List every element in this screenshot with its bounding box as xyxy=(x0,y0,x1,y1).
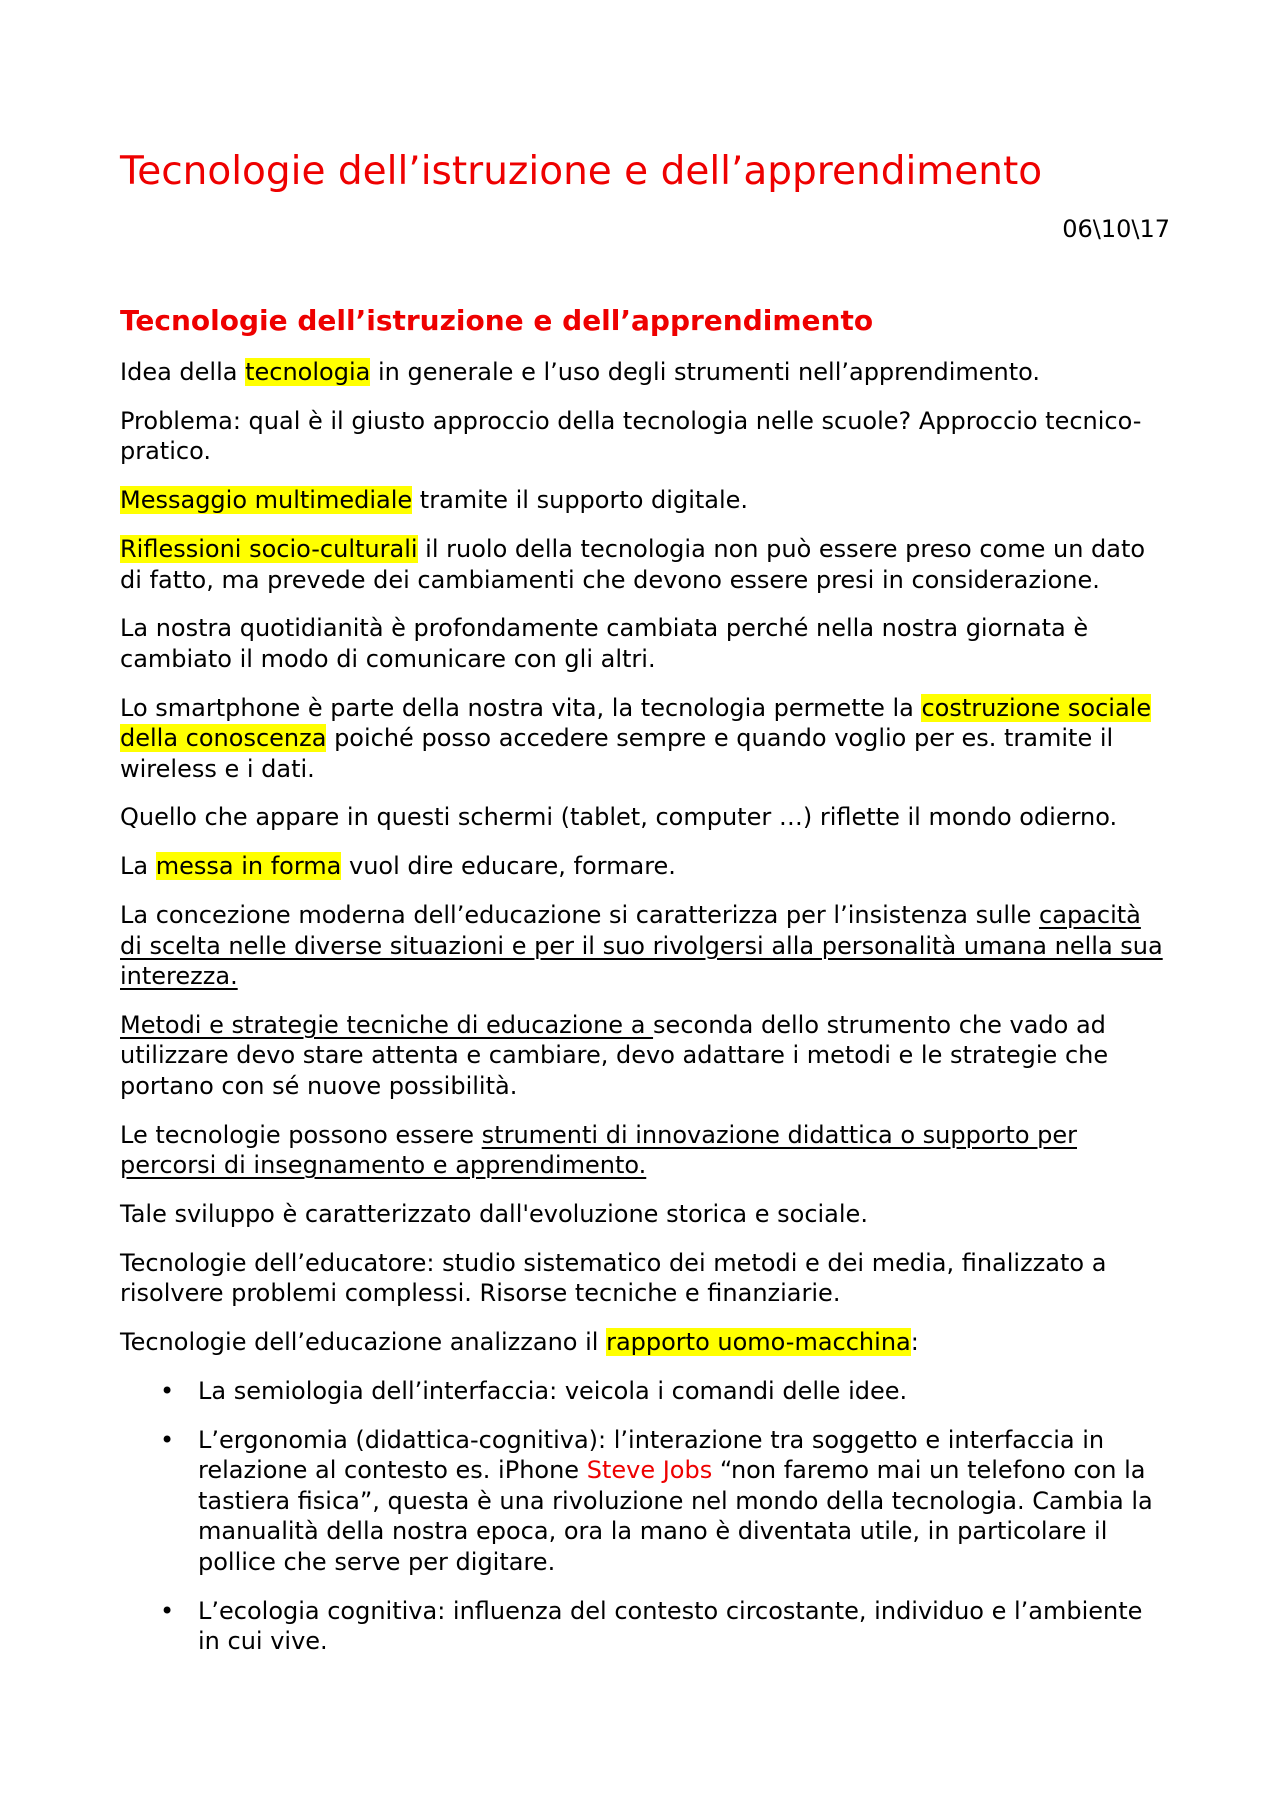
paragraph-12: Tale sviluppo è caratterizzato dall'evoluzione storica e sociale. xyxy=(120,1200,868,1229)
document-date: 06\10\17 xyxy=(1062,215,1170,243)
paragraph-1 xyxy=(120,357,1170,387)
highlight-tecnologia: tecnologia xyxy=(245,358,371,386)
list-item-text: L’ergonomia (didattica-cognitiva): l’interazione tra soggetto e interfaccia in relazione al contesto es. iPhone xyxy=(198,1426,1105,1485)
text-run: vuol dire educare, formare. xyxy=(341,852,676,881)
document-title: Tecnologie dell’istruzione e dell’apprendimento xyxy=(120,149,1043,194)
paragraph-9 xyxy=(120,900,1170,991)
bullet-list xyxy=(120,1376,1170,1656)
text-run: poiché posso accedere sempre e quando voglio per es. tramite il wireless e i dati. xyxy=(120,724,1114,783)
list-item-text: L’ecologia cognitiva: influenza del contesto circostante, individuo e l’ambiente in cui vive. xyxy=(198,1596,1143,1655)
paragraph-10 xyxy=(120,1010,1170,1101)
text-run: seconda dello strumento che vado ad utilizzare devo stare attenta e cambiare, devo adattare i metodi e le strategie che portano con sé nuove possibilità. xyxy=(120,1011,1109,1100)
paragraph-2: Problema: qual è il giusto approccio della tecnologia nelle scuole? Approccio tecnico-pratico. xyxy=(120,406,1142,466)
list-item xyxy=(120,1596,1170,1657)
paragraph-4 xyxy=(120,534,1170,595)
paragraph-11 xyxy=(120,1120,1170,1181)
bullet-icon: • xyxy=(160,1426,175,1455)
paragraph-6 xyxy=(120,693,1170,784)
text-run: Tecnologie dell’educazione analizzano il xyxy=(120,1328,607,1357)
text-run: tramite il supporto digitale. xyxy=(412,486,749,515)
text-run: La concezione moderna dell’educazione si caratterizza per l’insistenza sulle xyxy=(120,901,1040,930)
highlight-messa-in-forma: messa in forma xyxy=(155,852,342,881)
paragraph-13: Tecnologie dell’educatore: studio sistematico dei metodi e dei media, finalizzato a risolvere problemi complessi. Risorse tecniche e finanziarie. xyxy=(120,1248,1107,1308)
highlight-costruzione-sociale: costruzione sociale xyxy=(921,693,1152,722)
paragraph-8 xyxy=(120,851,1170,881)
paragraph-5: La nostra quotidianità è profondamente cambiata perché nella nostra giornata è cambiato il modo di comunicare con gli altri. xyxy=(120,614,1089,673)
text-run: La xyxy=(120,852,156,881)
underline-metodi: Metodi e strategie tecniche di educazione a xyxy=(120,1011,654,1039)
text-run: Le tecnologie possono essere xyxy=(120,1120,482,1149)
list-item xyxy=(120,1425,1170,1577)
text-run: Lo smartphone è parte della nostra vita, la tecnologia permette la xyxy=(120,693,922,722)
name-steve-jobs: Steve Jobs xyxy=(586,1456,713,1485)
bullet-icon: • xyxy=(160,1596,175,1625)
text-run: Idea della xyxy=(120,358,246,386)
underline-capacita: capacità di scelta nelle diverse situazioni e per il suo rivolgersi alla personalità umana nella sua interezza. xyxy=(120,901,1163,991)
text-run: in generale e l’uso degli strumenti nell’apprendimento. xyxy=(370,358,1041,386)
paragraph-3 xyxy=(120,485,1170,515)
bullet-icon: • xyxy=(160,1377,175,1406)
highlight-rapporto-uomo-macchina: rapporto uomo-macchina xyxy=(606,1328,911,1357)
text-run: : xyxy=(910,1328,919,1357)
section-heading: Tecnologie dell’istruzione e dell’apprendimento xyxy=(120,304,874,337)
highlight-della-conoscenza: della conoscenza xyxy=(120,724,327,753)
list-item-text: La semiologia dell’interfaccia: veicola i comandi delle idee. xyxy=(198,1377,908,1406)
list-item xyxy=(120,1376,1170,1406)
text-run: il ruolo della tecnologia non può essere preso come un dato di fatto, ma prevede dei cambiamenti che devono essere presi in considerazione. xyxy=(120,535,1146,594)
underline-strumenti: strumenti di innovazione didattica o supporto per percorsi di insegnamento e apprendimento. xyxy=(120,1120,1077,1180)
list-item-text: “non faremo mai un telefono con la tastiera fisica”, questa è una rivoluzione nel mondo della tecnologia. Cambia la manualità della nostra epoca, ora la mano è diventata utile, in particolare il pollice che serve per digitare. xyxy=(198,1456,1153,1576)
document-body xyxy=(120,303,1170,1675)
highlight-messaggio-multimediale: Messaggio multimediale xyxy=(120,486,413,515)
highlight-riflessioni: Riflessioni socio-culturali xyxy=(120,535,418,564)
paragraph-7: Quello che appare in questi schermi (tablet, computer …) riflette il mondo odierno. xyxy=(120,803,1118,832)
paragraph-14 xyxy=(120,1327,1170,1357)
